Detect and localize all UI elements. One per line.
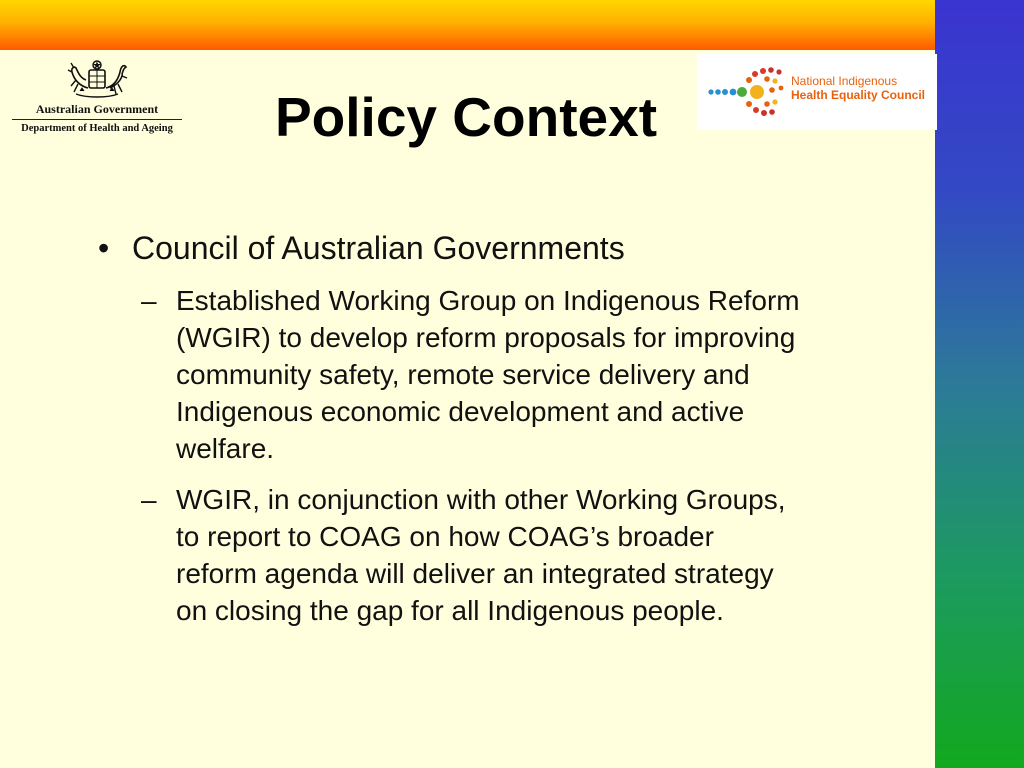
australian-government-logo — [8, 58, 186, 150]
text-line: community safety, remote service delivery and — [176, 359, 750, 390]
text-line: Indigenous economic development and active — [176, 396, 745, 427]
bullet-marker: • — [98, 230, 110, 266]
nihec-logo — [697, 54, 937, 130]
bullet-text: Council of Australian Governments — [132, 230, 625, 266]
nihec-name-line2: Health Equality Council — [791, 88, 926, 102]
sub-bullet-wgir-established — [141, 282, 938, 467]
text-line: Established Working Group on Indigenous Reform — [176, 285, 800, 316]
slide-content — [98, 228, 938, 629]
text-line: (WGIR) to develop reform proposals for improving — [176, 322, 796, 353]
top-gradient-band — [0, 0, 935, 50]
department-name: Department of Health and Ageing — [21, 123, 173, 134]
government-name: Australian Government — [35, 102, 159, 116]
text-line: welfare. — [176, 433, 275, 464]
text-line: on closing the gap for all Indigenous people. — [176, 595, 724, 626]
text-line: WGIR, in conjunction with other Working Groups, — [176, 484, 786, 515]
dash-marker: – — [141, 484, 157, 515]
side-gradient-band — [935, 0, 1024, 768]
bullet-coag — [98, 228, 938, 268]
text-line: reform agenda will deliver an integrated strategy — [176, 558, 774, 589]
text-line: to report to COAG on how COAG’s broader — [176, 521, 714, 552]
sub-bullet-wgir-report — [141, 481, 938, 629]
nihec-name — [791, 74, 925, 102]
dash-marker: – — [141, 285, 157, 316]
logo-divider — [12, 119, 182, 120]
dotted-circle-icon — [705, 64, 791, 120]
slide-title: Policy Context — [275, 86, 658, 148]
coat-of-arms-icon — [62, 58, 132, 102]
nihec-name-line1: National Indigenous — [791, 74, 898, 88]
